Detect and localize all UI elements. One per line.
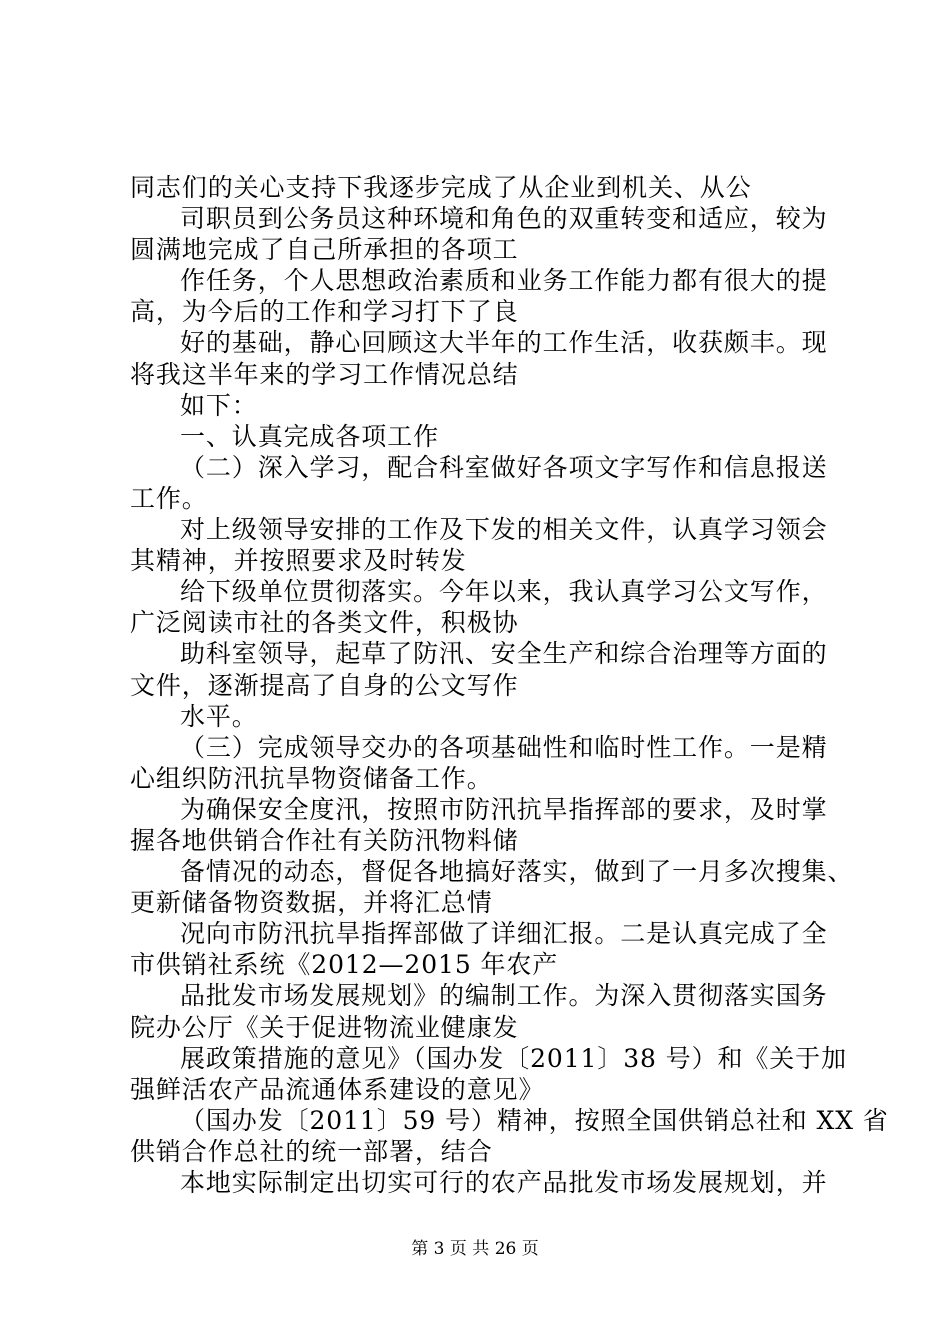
text-line: 高，为今后的工作和学习打下了良 bbox=[130, 297, 519, 327]
text-line: 强鲜活农产品流通体系建设的意见》 bbox=[130, 1074, 545, 1104]
text-line: 圆满地完成了自己所承担的各项工 bbox=[130, 235, 519, 265]
text-line: 为确保安全度汛，按照市防汛抗旱指挥部的要求，及时掌 bbox=[180, 794, 828, 824]
subsection-heading: （二）深入学习，配合科室做好各项文字写作和信息报送 bbox=[180, 452, 828, 482]
page-number-footer: 第 3 页 共 26 页 bbox=[411, 1239, 539, 1259]
text-line: 同志们的关心支持下我逐步完成了从企业到机关、从公 bbox=[130, 173, 752, 202]
section-heading: 一、认真完成各项工作 bbox=[180, 421, 440, 451]
text-line: 对上级领导安排的工作及下发的相关文件，认真学习领会 bbox=[180, 515, 828, 545]
text-line: 供销合作总社的统一部署，结合 bbox=[130, 1136, 493, 1166]
text-line: 备情况的动态，督促各地搞好落实，做到了一月多次搜集、 bbox=[180, 857, 854, 887]
text-line: 本地实际制定出切实可行的农产品批发市场发展规划，并 bbox=[180, 1168, 828, 1197]
text-line: 助科室领导，起草了防汛、安全生产和综合治理等方面的 bbox=[180, 639, 828, 669]
text-line: （国办发〔2011〕59 号）精神，按照全国供销总社和 XX 省 bbox=[180, 1105, 889, 1135]
text-line: 品批发市场发展规划》的编制工作。为深入贯彻落实国务 bbox=[180, 981, 828, 1011]
text-line: 其精神，并按照要求及时转发 bbox=[130, 546, 467, 576]
text-line: 水平。 bbox=[180, 701, 258, 731]
text-line: 握各地供销合作社有关防汛物料储 bbox=[130, 825, 519, 855]
text-line: 文件，逐渐提高了自身的公文写作 bbox=[130, 670, 519, 700]
text-line: 院办公厅《关于促进物流业健康发 bbox=[130, 1012, 519, 1042]
text-line: 广泛阅读市社的各类文件，积极协 bbox=[130, 608, 519, 638]
text-line: 更新储备物资数据，并将汇总情 bbox=[130, 888, 493, 918]
text-line: 展政策措施的意见》（国办发〔2011〕38 号）和《关于加 bbox=[180, 1043, 847, 1073]
text-line: 工作。 bbox=[130, 483, 208, 513]
text-line: 如下： bbox=[180, 390, 258, 420]
text-line: 况向市防汛抗旱指挥部做了详细汇报。二是认真完成了全 bbox=[180, 919, 828, 949]
document-body bbox=[130, 172, 889, 1198]
text-line: 好的基础，静心回顾这大半年的工作生活，收获颇丰。现 bbox=[180, 328, 828, 358]
text-line: 心组织防汛抗旱物资储备工作。 bbox=[130, 763, 493, 793]
subsection-heading: （三）完成领导交办的各项基础性和临时性工作。一是精 bbox=[180, 732, 828, 762]
text-line: 给下级单位贯彻落实。今年以来，我认真学习公文写作， bbox=[180, 577, 828, 607]
text-line: 司职员到公务员这种环境和角色的双重转变和适应，较为 bbox=[180, 204, 828, 234]
text-line: 作任务，个人思想政治素质和业务工作能力都有很大的提 bbox=[180, 266, 828, 296]
text-line: 将我这半年来的学习工作情况总结 bbox=[130, 359, 519, 389]
text-line: 市供销社系统《2012—2015 年农产 bbox=[130, 950, 559, 980]
